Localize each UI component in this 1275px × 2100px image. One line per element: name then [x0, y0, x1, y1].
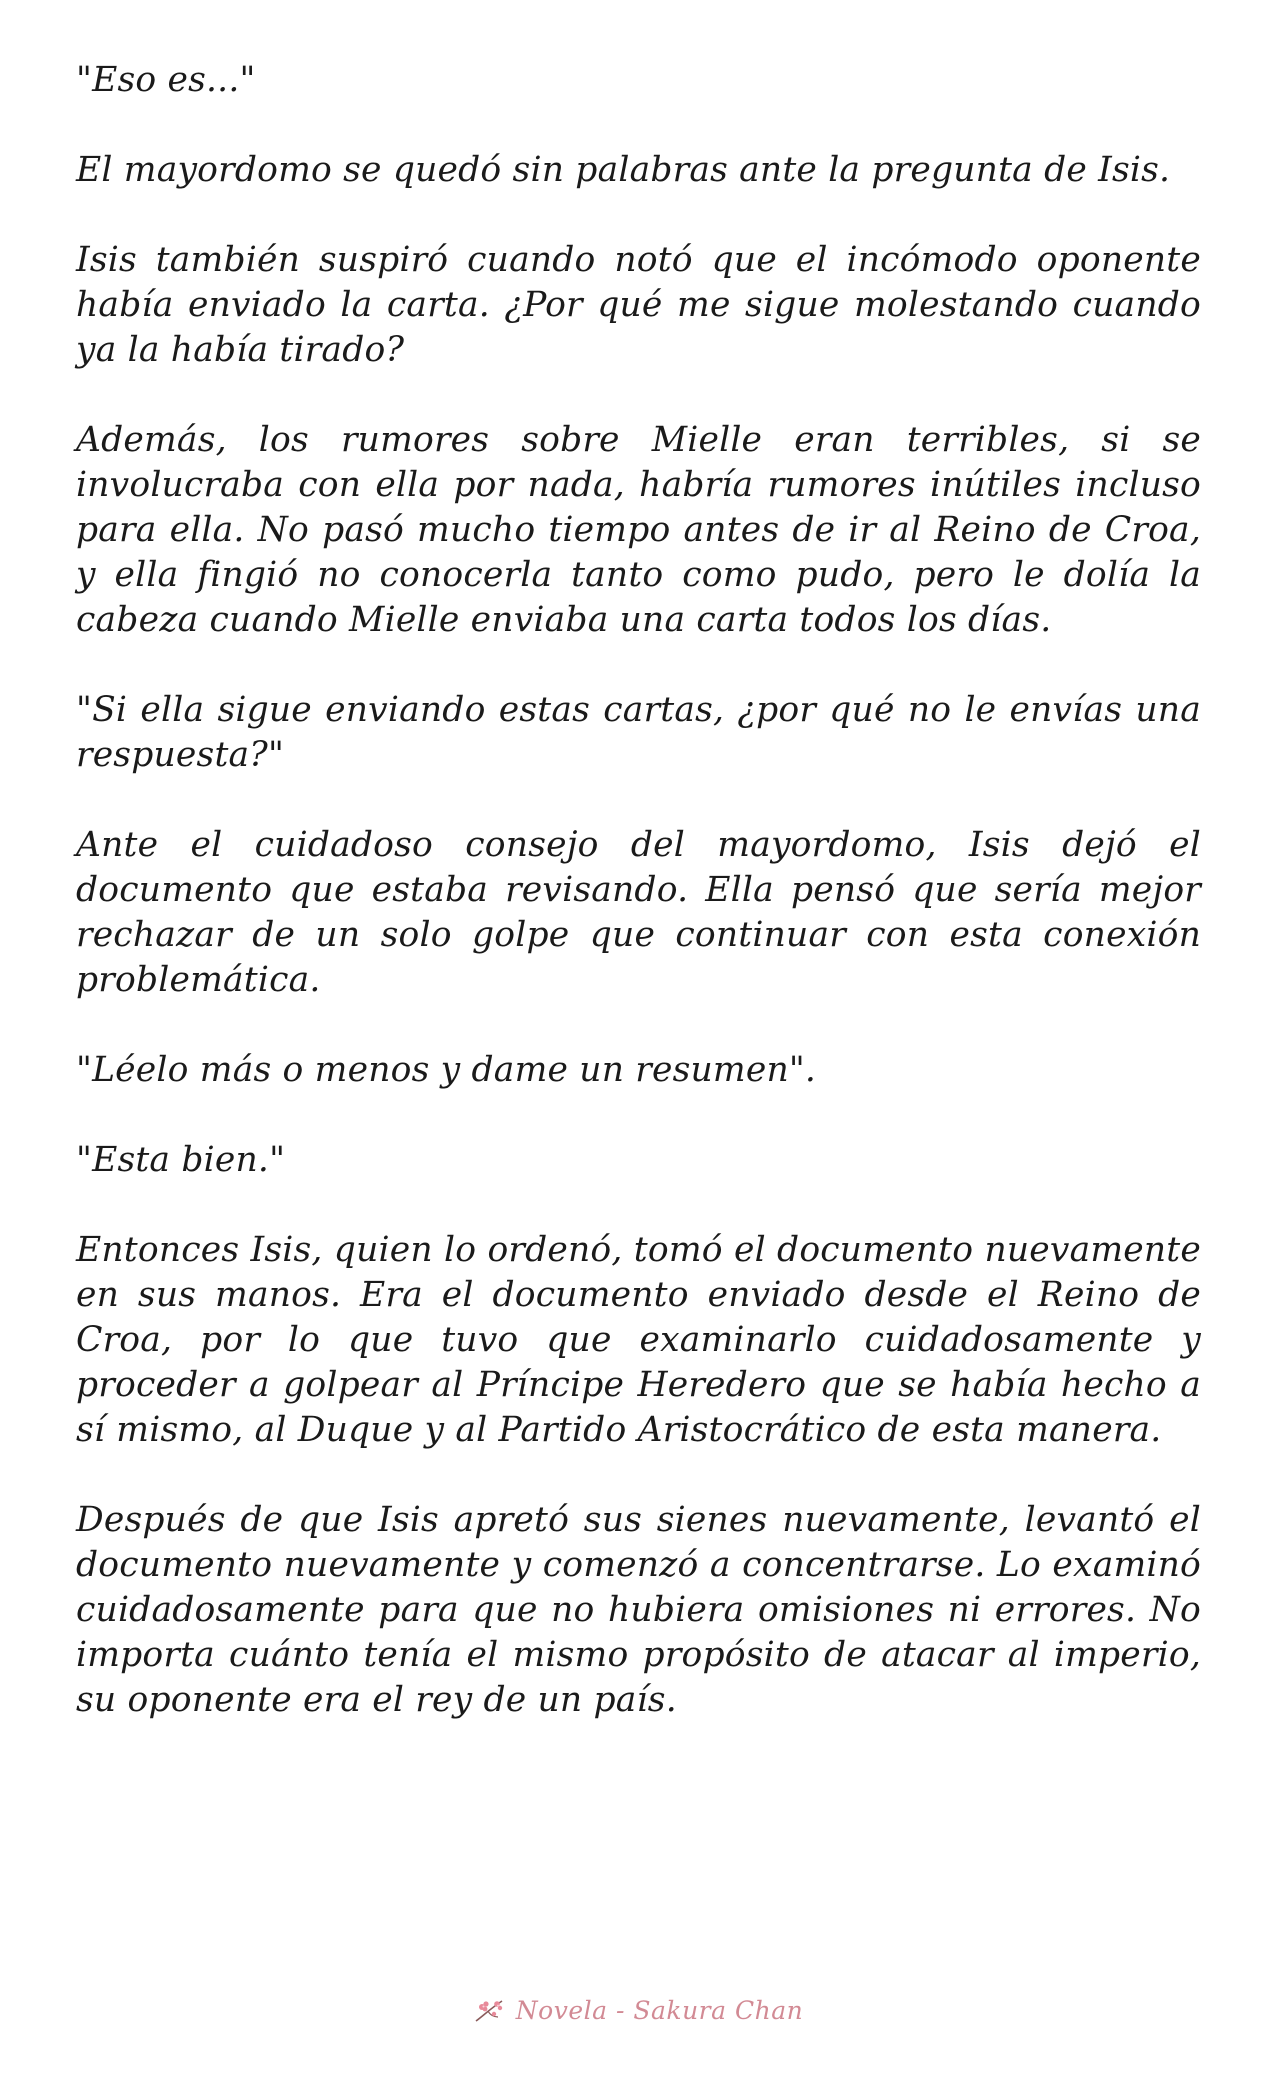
paragraph-2: El mayordomo se quedó sin palabras ante la pregunta de Isis. [76, 150, 1171, 190]
paragraph-6: Ante el cuidadoso consejo del mayordomo, Isis dejó el documento que estaba revisando. Ella pensó que sería mejor rechazar de un solo golpe que continuar con esta conexión problemática. [76, 825, 1201, 1000]
paragraph-4: Además, los rumores sobre Mielle eran terribles, si se involucraba con ella por nada, habría rumores inútiles incluso para ella. No pasó mucho tiempo antes de ir al Reino de Croa, y ella fingió no conocerla tanto como pudo, pero le dolía la cabeza cuando Mielle enviaba una carta todos los días. [76, 420, 1201, 640]
paragraph-7: "Léelo más o menos y dame un resumen". [76, 1050, 817, 1090]
paragraph-3: Isis también suspiró cuando notó que el incómodo oponente había enviado la carta. ¿Por qué me sigue molestando cuando ya la había tirado? [76, 240, 1201, 370]
watermark-footer [0, 1995, 1275, 2025]
paragraph-10: Después de que Isis apretó sus sienes nuevamente, levantó el documento nuevamente y comenzó a concentrarse. Lo examinó cuidadosamente para que no hubiera omisiones ni errores. No importa cuánto tenía el mismo propósito de atacar al imperio, su oponente era el rey de un país. [76, 1500, 1201, 1720]
paragraph-5: "Si ella sigue enviando estas cartas, ¿por qué no le envías una respuesta?" [76, 690, 1201, 775]
document-body [76, 58, 1201, 1768]
paragraph-8: "Esta bien." [76, 1140, 286, 1180]
watermark [472, 1995, 803, 2025]
paragraph-9: Entonces Isis, quien lo ordenó, tomó el documento nuevamente en sus manos. Era el documento enviado desde el Reino de Croa, por lo que tuvo que examinarlo cuidadosamente y proceder a golpear al Príncipe Heredero que se había hecho a sí mismo, al Duque y al Partido Aristocrático de esta manera. [76, 1230, 1201, 1450]
watermark-text: Novela - Sakura Chan [515, 1995, 804, 2025]
cherry-blossom-icon [472, 1995, 508, 2025]
paragraph-1: "Eso es..." [76, 60, 256, 100]
